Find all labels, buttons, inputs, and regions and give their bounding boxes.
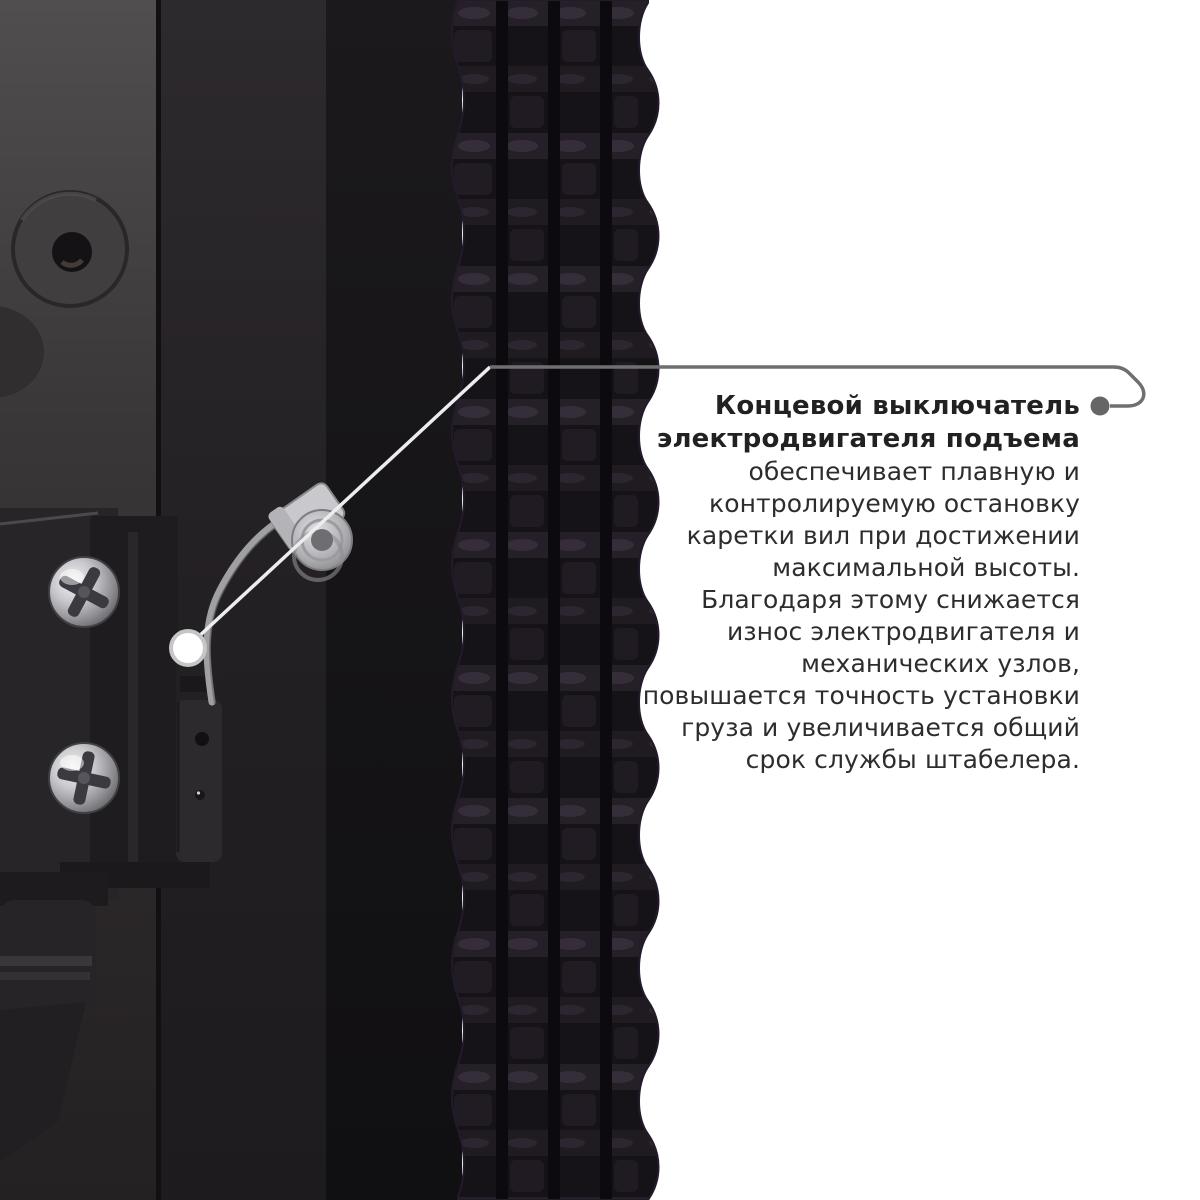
- limit-switch-body: [176, 652, 222, 862]
- mast-column-right-face: [161, 0, 329, 1200]
- callout-title: Концевой выключатель электродвигателя подъема: [656, 391, 1080, 454]
- callout: [520, 390, 1080, 776]
- screw-bottom: [49, 743, 119, 813]
- mast-channel: [326, 0, 462, 1200]
- callout-body: обеспечивает плавную и контролируемую остановку каретки вил при достижении максимальной высоты. Благодаря этому снижается износ электродвигателя и механических узлов, повышается точность установки груза и увеличивается общий срок службы штабелера.: [642, 457, 1080, 774]
- leader-endpoint-dot: [1091, 397, 1110, 416]
- mast-boss: [13, 192, 127, 306]
